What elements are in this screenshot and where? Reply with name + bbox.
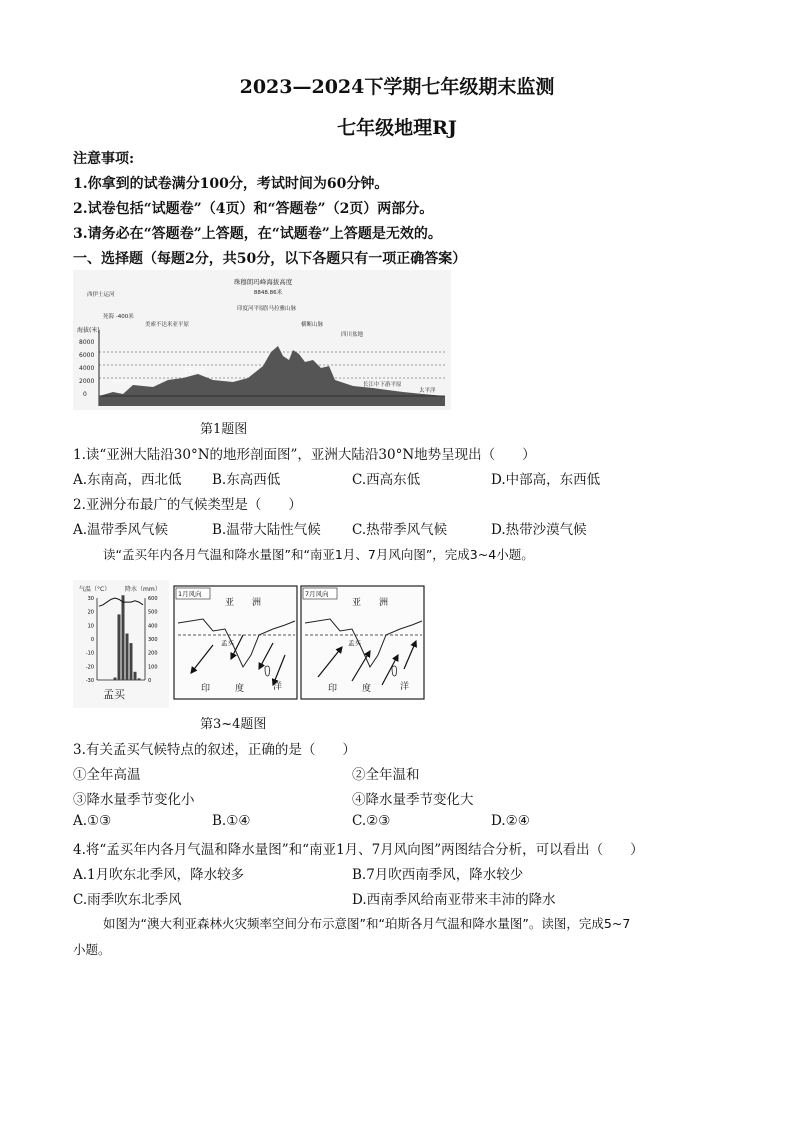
city-label: 孟买 <box>103 688 125 701</box>
figure1-caption: 第1题图 <box>200 422 248 437</box>
jan-map-city: 孟买 <box>221 639 234 647</box>
temp-tick: 10 <box>87 623 94 630</box>
q2-option-d[interactable]: D.热带沙漠气候 <box>491 522 587 538</box>
q4-option-c[interactable]: C.雨季吹东北季风 <box>73 892 182 908</box>
label-sichuan: 四川盆地 <box>341 332 364 338</box>
temp-tick: 20 <box>87 609 94 616</box>
precip-tick: 500 <box>148 609 158 616</box>
q4-option-d[interactable]: D.西南季风给南亚带来丰沛的降水 <box>352 892 556 908</box>
q3-option-a[interactable]: A.①③ <box>73 813 112 829</box>
jan-map-yin: 印 <box>201 684 211 694</box>
precip-tick: 200 <box>148 650 158 657</box>
q3-statement-4: ④降水量季节变化大 <box>352 792 474 808</box>
q4-stem: 4.将“孟买年内各月气温和降水量图”和“南亚1月、7月风向图”两图结合分析，可以看出（ ） <box>73 842 644 858</box>
y-tick-8000: 8000 <box>79 339 95 346</box>
label-mesopotamia: 美索不达米亚平原 <box>145 322 190 328</box>
q2-option-c[interactable]: C.热带季风气候 <box>352 522 448 538</box>
precip-bar <box>126 634 129 680</box>
precip-tick: 0 <box>148 678 152 684</box>
profile-y-label: 海拔(米) <box>77 327 100 334</box>
label-hengduan: 横断山脉 <box>301 322 324 328</box>
jul-map-city: 孟买 <box>348 639 361 647</box>
q1-option-a[interactable]: A.东南高，西北低 <box>73 472 182 488</box>
jul-map-asia: 亚 洲 <box>352 598 389 608</box>
temp-tick: -10 <box>85 650 94 657</box>
notice-item-3: 3.请务必在“答题卷”上答题，在“试题卷”上答题是无效的。 <box>73 226 442 242</box>
intro-q5-7-line1: 如图为“澳大利亚森林火灾频率空间分布示意图”和“珀斯各月气温和降水量图”。读图，完成5~7 <box>103 916 631 931</box>
jul-map-tag: 7月风向 <box>305 590 329 598</box>
q2-stem: 2.亚洲分布最广的气候类型是（ ） <box>73 497 302 513</box>
notice-item-1: 1.你拿到的试卷满分100分，考试时间为60分钟。 <box>73 176 389 192</box>
q3-option-c[interactable]: C.②③ <box>352 813 391 829</box>
precip-bar <box>118 614 121 680</box>
precip-tick: 300 <box>148 637 158 643</box>
jul-map-yang: 洋 <box>400 682 410 692</box>
jan-map-du: 度 <box>235 684 245 694</box>
q1-stem: 1.读“亚洲大陆沿30°N的地形剖面图”，亚洲大陆沿30°N地势呈现出（ ） <box>73 447 536 463</box>
january-wind-map <box>173 585 298 700</box>
label-arab: 阿拉伯高原 <box>113 380 141 386</box>
q2-option-b[interactable]: B.温带大陆性气候 <box>212 522 321 538</box>
q1-option-b[interactable]: B.东高西低 <box>212 472 281 488</box>
intro-q3-4: 读“孟买年内各月气温和降水量图”和“南亚1月、7月风向图”，完成3~4小题。 <box>103 547 534 562</box>
temp-tick: -30 <box>85 678 94 684</box>
label-dead-sea: 死海 -400米 <box>103 314 134 320</box>
q4-option-a[interactable]: A.1月吹东北季风，降水较多 <box>73 867 245 883</box>
label-indus: 印度河平原 <box>237 306 265 312</box>
temp-tick: -20 <box>85 664 94 671</box>
jan-map-yang: 洋 <box>273 682 283 692</box>
y-tick-4000: 4000 <box>79 365 95 372</box>
notice-heading: 注意事项: <box>73 151 135 167</box>
label-pacific: 太平洋 <box>419 388 436 394</box>
q3-statement-2: ②全年温和 <box>352 767 420 783</box>
label-yangtze: 长江中下游平原 <box>363 382 402 388</box>
exam-subtitle: 七年级地理RJ <box>337 117 457 139</box>
q4-option-b[interactable]: B.7月吹西南季风，降水较少 <box>352 867 524 883</box>
profile-peak-alt: 8848.86米 <box>253 290 283 296</box>
q3-statement-3: ③降水量季节变化小 <box>73 792 195 808</box>
jan-map-tag: 1月风向 <box>178 590 202 598</box>
intro-q5-7-line2: 小题。 <box>73 942 111 957</box>
precip-axis-label: 降水（mm） <box>125 586 161 593</box>
q3-option-d[interactable]: D.②④ <box>491 813 530 829</box>
profile-title: 珠穆朗玛峰海拔高度 <box>233 278 293 286</box>
precip-tick: 400 <box>148 623 158 630</box>
precip-tick: 100 <box>148 664 158 671</box>
q3-statement-1: ①全年高温 <box>73 767 141 783</box>
notice-item-2: 2.试卷包括“试题卷”（4页）和“答题卷”（2页）两部分。 <box>73 201 434 217</box>
q2-option-a[interactable]: A.温带季风气候 <box>73 522 169 538</box>
precip-bar <box>114 678 117 680</box>
jan-map-asia: 亚 洲 <box>225 598 262 608</box>
label-iran: 伊朗高原 <box>183 368 206 374</box>
temp-tick: 0 <box>90 637 94 643</box>
temp-tick: 30 <box>87 596 94 602</box>
exam-title: 2023—2024下学期七年级期末监测 <box>239 76 555 98</box>
y-tick-6000: 6000 <box>79 352 95 359</box>
figure34-caption: 第3~4题图 <box>200 717 267 732</box>
label-west-coast: 西伊士运河 <box>87 292 115 298</box>
temp-axis-label: 气温（°C） <box>79 586 111 593</box>
precip-bar <box>138 678 141 680</box>
q3-stem: 3.有关孟买气候特点的叙述，正确的是（ ） <box>73 742 356 758</box>
q1-option-d[interactable]: D.中部高，东西低 <box>491 472 601 488</box>
mumbai-climate-chart <box>73 580 169 708</box>
jul-map-du: 度 <box>362 684 372 694</box>
q1-option-c[interactable]: C.西高东低 <box>352 472 421 488</box>
precip-bar <box>122 595 125 680</box>
section-heading: 一、选择题（每题2分，共50分，以下各题只有一项正确答案） <box>73 251 467 267</box>
terrain-profile-figure <box>73 270 451 410</box>
label-himalaya: 喜马拉雅山脉 <box>263 306 297 312</box>
y-tick-0: 0 <box>83 391 87 398</box>
q3-option-b[interactable]: B.①④ <box>212 813 251 829</box>
precip-bar <box>134 672 137 680</box>
jul-map-yin: 印 <box>328 684 338 694</box>
july-wind-map <box>300 585 425 700</box>
precip-bar <box>130 643 133 680</box>
y-tick-2000: 2000 <box>79 378 95 385</box>
precip-tick: 600 <box>148 596 158 602</box>
